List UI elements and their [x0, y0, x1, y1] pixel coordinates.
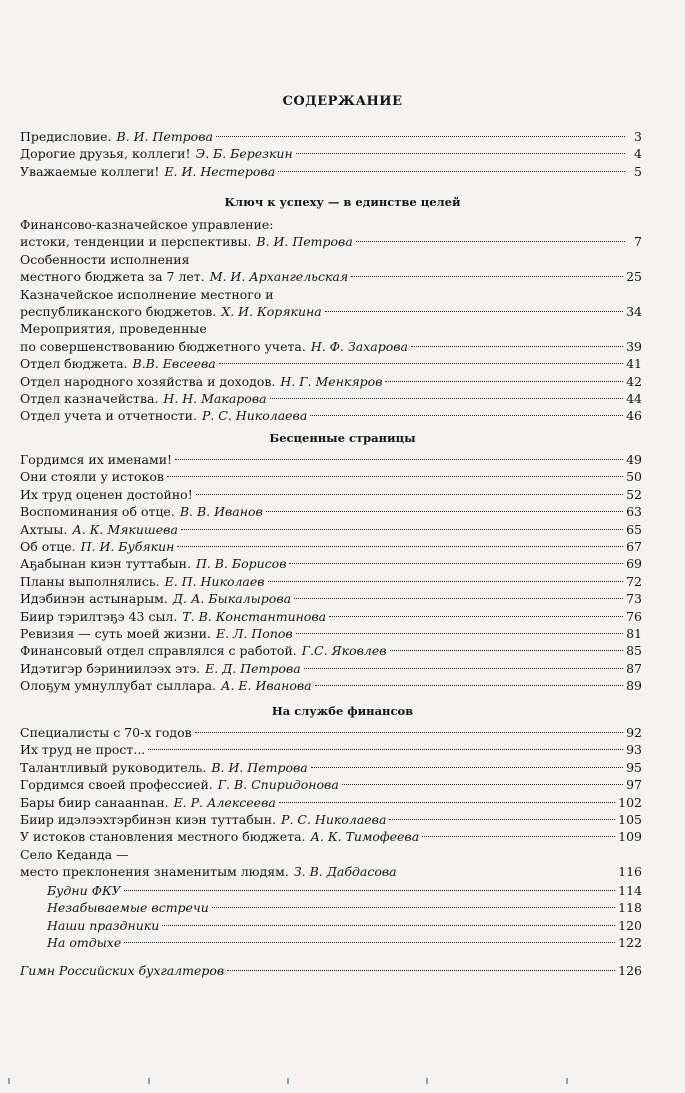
toc-entry[interactable] — [20, 373, 642, 390]
toc-entry[interactable] — [20, 962, 642, 979]
dot-leader — [389, 819, 615, 820]
entry-title: Биир тэрилтэҕэ 43 сыл. — [20, 608, 178, 624]
entry-title: Олоҕум умнуллубат сыллара. — [20, 678, 217, 694]
entry-page-number: 118 — [618, 900, 642, 916]
dot-leader — [304, 668, 623, 669]
entry-page-number: 89 — [626, 678, 642, 694]
section-heading-1: Ключ к успеху — в единстве целей — [224, 195, 461, 209]
toc-entry[interactable] — [20, 934, 642, 951]
entry-author: Е. П. Николаев — [164, 573, 265, 589]
dot-leader — [270, 398, 624, 399]
entry-page-number: 3 — [634, 129, 642, 144]
entry-title: истоки, тенденции и перспективы. — [20, 234, 252, 250]
entry-author: Э. Б. Березкин — [195, 146, 293, 162]
entry-title: Предисловие. — [20, 129, 112, 144]
dot-leader — [162, 925, 615, 926]
dot-leader — [124, 942, 615, 943]
entry-author: Е. Л. Попов — [215, 625, 293, 641]
dot-leader — [196, 494, 623, 495]
entry-page-number: 116 — [618, 864, 642, 880]
entry-title: Незабываемые встречи — [47, 900, 209, 916]
dot-leader — [278, 171, 625, 172]
toc-entry[interactable] — [20, 741, 642, 758]
toc-entry-line: Мероприятия, проведенные — [20, 321, 207, 337]
entry-page-number: 97 — [626, 777, 642, 793]
entry-page-number: 50 — [626, 469, 642, 485]
entry-page-number: 120 — [618, 917, 642, 933]
toc-entry[interactable] — [20, 759, 642, 776]
entry-title: Об отце. — [20, 538, 76, 554]
toc-entry[interactable] — [20, 268, 642, 285]
dot-leader — [175, 459, 623, 460]
entry-page-number: 72 — [626, 573, 642, 589]
entry-page-number: 93 — [626, 742, 642, 758]
entry-author: Р. С. Николаева — [281, 811, 387, 827]
entry-title: Гимн Российских бухгалтеров — [20, 963, 225, 978]
entry-title: Ревизия — суть моей жизни. — [20, 625, 211, 641]
entry-page-number: 4 — [634, 146, 642, 162]
dot-leader — [329, 616, 623, 617]
entry-page-number: 85 — [626, 643, 642, 659]
toc-entry[interactable] — [20, 233, 642, 250]
entry-title: Талантливый руководитель. — [20, 759, 207, 775]
section-heading-3: На службе финансов — [271, 704, 414, 718]
dot-leader — [325, 311, 623, 312]
toc-entry[interactable] — [20, 625, 642, 642]
entry-title: Воспоминания об отце. — [20, 504, 175, 520]
entry-author: Е. Р. Алексеева — [173, 794, 276, 810]
dot-leader — [310, 415, 623, 416]
intro-entries — [20, 128, 642, 180]
entry-author: Х. И. Корякина — [221, 303, 322, 319]
entry-page-number: 63 — [626, 504, 642, 520]
toc-entry[interactable] — [20, 303, 642, 320]
entry-page-number: 49 — [626, 452, 642, 467]
dot-leader — [356, 241, 625, 242]
entry-title: местного бюджета за 7 лет. — [20, 269, 205, 285]
entry-title: Они стояли у истоков — [20, 469, 164, 485]
entry-author: Д. А. Быкалырова — [172, 591, 292, 607]
entry-title: Наши праздники — [47, 917, 160, 933]
entry-page-number: 39 — [626, 338, 642, 354]
entry-page-number: 87 — [626, 660, 642, 676]
dot-leader — [227, 970, 615, 971]
entry-title: Их труд оценен достойно! — [20, 486, 193, 502]
entry-author: Н. Г. Менкяров — [280, 373, 383, 389]
toc-entry[interactable] — [20, 128, 642, 145]
entry-author: В. И. Петрова — [116, 129, 213, 144]
toc-entry[interactable] — [20, 503, 642, 520]
toc-entry[interactable] — [20, 338, 642, 355]
dot-leader — [390, 650, 624, 651]
entry-title: Финансовый отдел справлялся с работой. — [20, 643, 297, 659]
entry-author: З. В. Дабдасова — [293, 864, 397, 880]
entry-page-number: 52 — [626, 486, 642, 502]
entry-page-number: 122 — [618, 935, 642, 951]
entry-title: Отдел народного хозяйства и доходов. — [20, 373, 276, 389]
toc-entry[interactable] — [20, 882, 642, 899]
toc-entry[interactable] — [20, 863, 642, 880]
entry-page-number: 126 — [618, 963, 642, 978]
dot-leader — [268, 581, 624, 582]
entry-title: Отдел бюджета. — [20, 356, 128, 372]
entry-page-number: 114 — [618, 883, 642, 898]
entry-title: республиканского бюджетов. — [20, 303, 217, 319]
entry-author: А. Е. Иванова — [221, 678, 312, 694]
entry-page-number: 69 — [626, 556, 642, 572]
toc-entry[interactable] — [20, 590, 642, 607]
entry-author: А. К. Тимофеева — [310, 829, 420, 845]
entry-page-number: 34 — [626, 303, 642, 319]
entry-author: Е. Д. Петрова — [205, 660, 301, 676]
toc-entry[interactable] — [20, 917, 642, 934]
entry-page-number: 25 — [626, 269, 642, 285]
entry-page-number: 44 — [626, 390, 642, 406]
dot-leader — [385, 381, 623, 382]
toc-entry-line: Село Кеданда — — [20, 846, 129, 862]
entry-page-number: 81 — [626, 625, 642, 641]
entry-author: А. К. Мякишева — [72, 521, 178, 537]
toc-entry-line: Казначейское исполнение местного и — [20, 286, 274, 302]
toc-entry[interactable] — [20, 828, 642, 845]
entry-title: На отдыхе — [47, 935, 122, 951]
toc-entry[interactable] — [20, 811, 642, 828]
entry-author: В.В. Евсеева — [132, 356, 216, 372]
entry-page-number: 105 — [618, 811, 642, 827]
dot-leader — [124, 890, 615, 891]
entry-title: У истоков становления местного бюджета. — [20, 829, 306, 845]
appendix-entries — [20, 882, 642, 952]
edge-specks — [0, 1078, 685, 1088]
entry-page-number: 73 — [626, 591, 642, 607]
toc-entry[interactable] — [20, 724, 642, 741]
entry-page-number: 41 — [626, 356, 642, 372]
entry-author: В. И. Петрова — [211, 759, 308, 775]
entry-page-number: 7 — [634, 234, 642, 250]
dot-leader — [212, 907, 615, 908]
toc-entry[interactable] — [20, 538, 642, 555]
dot-leader — [219, 363, 623, 364]
toc-entry[interactable] — [20, 163, 642, 180]
dot-leader — [195, 732, 623, 733]
entry-page-number: 42 — [626, 373, 642, 389]
entry-title: Отдел учета и отчетности. — [20, 408, 197, 424]
entry-author: В. В. Иванов — [179, 504, 263, 520]
toc-entry[interactable] — [20, 407, 642, 424]
dot-leader — [296, 153, 625, 154]
toc-entry[interactable] — [20, 451, 642, 468]
entry-page-number: 65 — [626, 521, 642, 537]
entry-author: Т. В. Константинова — [182, 608, 327, 624]
toc-entry[interactable] — [20, 899, 642, 916]
entry-title: Отдел казначейства. — [20, 390, 159, 406]
entry-author: П. В. Борисов — [195, 556, 287, 572]
entry-title: Гордимся своей профессией. — [20, 777, 213, 793]
toc-entry-line: Финансово-казначейское управление: — [20, 217, 274, 232]
section-2-entries — [20, 451, 642, 694]
entry-title: по совершенствованию бюджетного учета. — [20, 338, 306, 354]
entry-author: Н. Ф. Захарова — [310, 338, 408, 354]
entry-page-number: 46 — [626, 408, 642, 424]
toc-entry[interactable] — [20, 608, 642, 625]
toc-entry[interactable] — [20, 145, 642, 162]
toc-entry[interactable] — [20, 390, 642, 407]
section-3-entries — [20, 724, 642, 881]
entry-author: Н. Н. Макарова — [163, 390, 267, 406]
entry-page-number: 76 — [626, 608, 642, 624]
entry-title: Аҕабынан киэн туттабын. — [20, 556, 191, 572]
dot-leader — [296, 633, 623, 634]
entry-title: Их труд не прост... — [20, 742, 146, 758]
entry-title: Будни ФКУ — [47, 883, 121, 898]
dot-leader — [177, 546, 623, 547]
toc-entry[interactable] — [20, 660, 642, 677]
dot-leader — [279, 802, 615, 803]
dot-leader — [411, 346, 623, 347]
section-1-entries — [20, 216, 642, 425]
entry-title: Биир идэлээхтэрбинэн киэн туттабын. — [20, 811, 277, 827]
dot-leader — [315, 685, 623, 686]
entry-title: Планы выполнялись. — [20, 573, 160, 589]
entry-title: Специалисты с 70-х годов — [20, 725, 192, 740]
toc-entry[interactable] — [20, 794, 642, 811]
dot-leader — [216, 136, 625, 137]
dot-leader — [289, 563, 623, 564]
dot-leader — [266, 511, 623, 512]
section-heading-2: Бесценные страницы — [269, 431, 416, 445]
dot-leader — [294, 598, 623, 599]
entry-page-number: 92 — [626, 725, 642, 740]
entry-title: Гордимся их именами! — [20, 452, 173, 467]
toc-entry[interactable] — [20, 521, 642, 538]
dot-leader — [342, 784, 623, 785]
toc-entry[interactable] — [20, 776, 642, 793]
entry-title: Идэтигэр бэриниилээх этэ. — [20, 660, 201, 676]
entry-author: М. И. Архангельская — [209, 269, 349, 285]
entry-page-number: 67 — [626, 538, 642, 554]
entry-page-number: 102 — [618, 794, 642, 810]
entry-author: П. И. Бубякин — [80, 538, 175, 554]
entry-author: Г.С. Яковлев — [301, 643, 387, 659]
entry-title: Бары биир санаанnан. — [20, 794, 169, 810]
entry-page-number: 95 — [626, 759, 642, 775]
page-title: СОДЕРЖАНИЕ — [282, 94, 403, 109]
entry-title: Ахтыы. — [20, 521, 68, 537]
toc-entry[interactable] — [20, 355, 642, 372]
dot-leader — [311, 767, 623, 768]
dot-leader — [148, 749, 623, 750]
toc-entry[interactable] — [20, 573, 642, 590]
toc-entry[interactable] — [20, 468, 642, 485]
dot-leader — [181, 529, 623, 530]
dot-leader — [167, 476, 623, 477]
hymn-entry — [20, 962, 642, 979]
toc-entry[interactable] — [20, 677, 642, 694]
toc-entry[interactable] — [20, 486, 642, 503]
entry-page-number: 109 — [618, 829, 642, 845]
toc-entry-line: Особенности исполнения — [20, 251, 190, 267]
dot-leader — [351, 276, 623, 277]
toc-entry[interactable] — [20, 642, 642, 659]
entry-title: Уважаемые коллеги! — [20, 163, 160, 179]
entry-author: Р. С. Николаева — [201, 408, 308, 424]
entry-title: место преклонения знаменитым людям. — [20, 864, 289, 880]
entry-author: В. И. Петрова — [256, 234, 353, 250]
entry-title: Идэбинэн астынарым. — [20, 591, 168, 607]
entry-author: Г. В. Спиридонова — [217, 777, 339, 793]
entry-author: Е. И. Нестерова — [164, 163, 276, 179]
entry-title: Дорогие друзья, коллеги! — [20, 146, 191, 162]
dot-leader — [422, 836, 615, 837]
toc-entry[interactable] — [20, 555, 642, 572]
entry-page-number: 5 — [634, 163, 642, 179]
